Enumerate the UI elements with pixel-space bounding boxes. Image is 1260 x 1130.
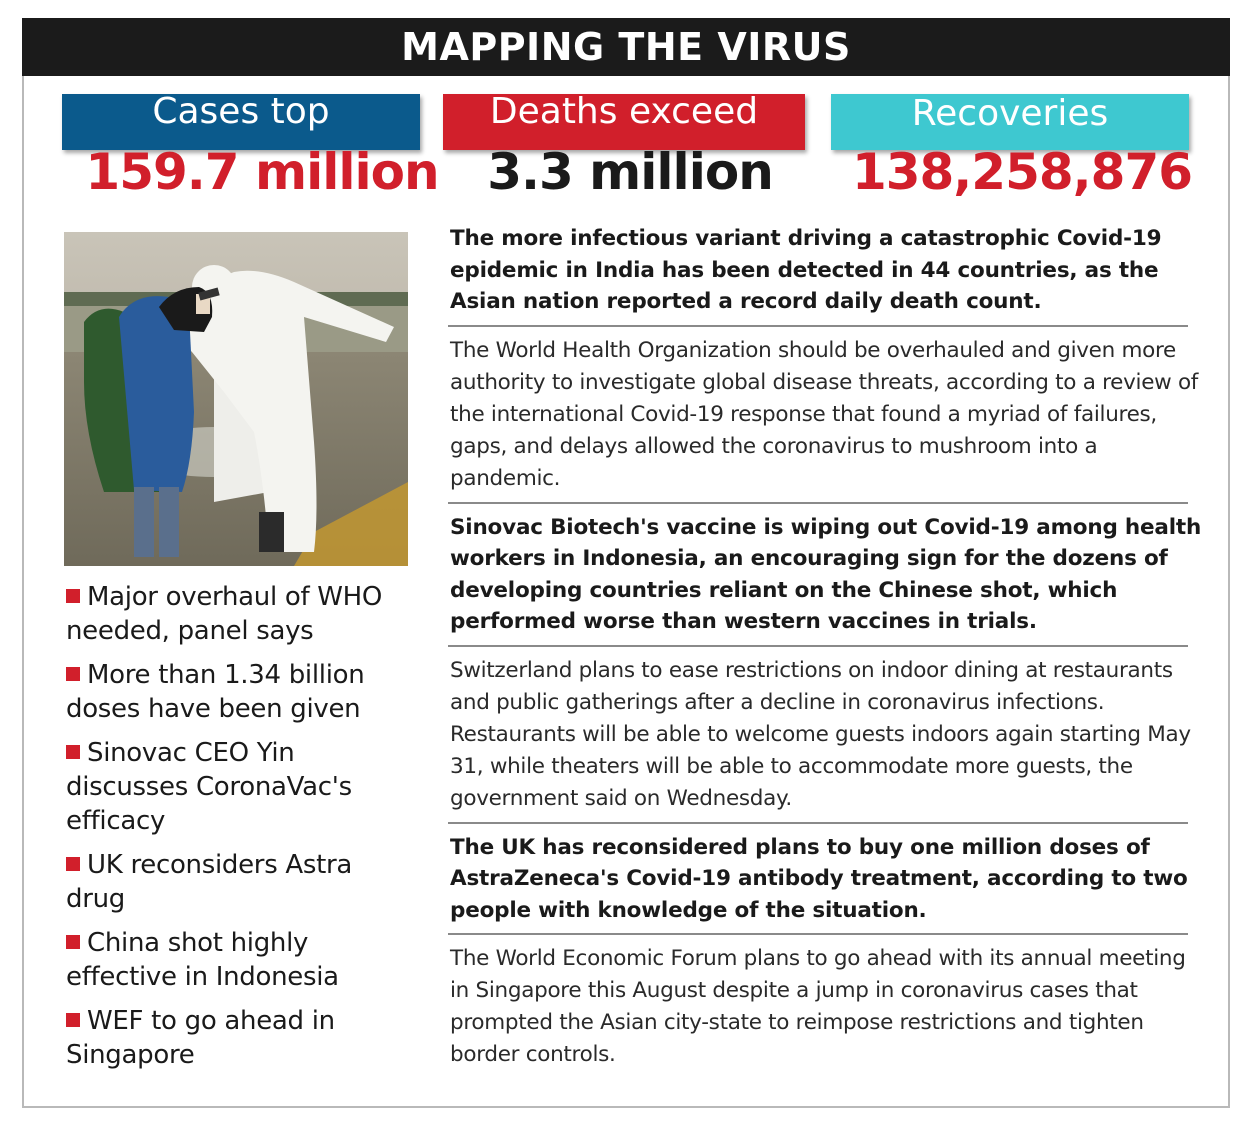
divider [448,502,1188,504]
bullet-item: China shot highly effective in Indonesia [66,928,339,992]
red-square-icon [66,589,80,603]
cases-label: Cases top [62,94,420,150]
divider [448,822,1188,824]
page-title: MAPPING THE VIRUS [22,18,1230,76]
red-square-icon [66,1013,80,1027]
deaths-value: 3.3 million [487,143,773,201]
temperature-check-illustration [64,232,408,566]
recoveries-label: Recoveries [831,94,1189,150]
divider [448,933,1188,935]
news-item: Switzerland plans to ease restrictions on indoor dining at restaurants and public gatherings after a decline in coronavirus infections. Restaurants will be able to welcome guests indoors again starting May 31, while theaters will be able to accommodate more guests, the government said on Wednesday. [450,657,1191,811]
red-square-icon [66,745,80,759]
news-item: Sinovac Biotech's vaccine is wiping out Covid-19 among health workers in Indonesia, an encouraging sign for the dozens of developing countries reliant on the Chinese shot, which performed worse than western vaccines in trials. [450,514,1202,634]
bullet-item: Sinovac CEO Yin discusses CoronaVac's efficacy [66,738,352,836]
bullet-item: Major overhaul of WHO needed, panel says [66,582,383,646]
news-item: The World Economic Forum plans to go ahead with its annual meeting in Singapore this August despite a jump in coronavirus cases that prompted the Asian city-state to reimpose restrictions and tighten border controls. [450,946,1186,1067]
bullet-item: More than 1.34 billion doses have been given [66,660,365,724]
news-item: The more infectious variant driving a catastrophic Covid-19 epidemic in India has been detected in 44 countries, as the Asian nation reported a record daily death count. [450,226,1162,314]
news-photo [64,232,408,566]
divider [448,645,1188,647]
headline-bullet-list [66,580,416,1082]
bullet-item: UK reconsiders Astra drug [66,850,353,914]
divider [448,325,1188,327]
deaths-label: Deaths exceed [443,94,805,150]
red-square-icon [66,857,80,871]
red-square-icon [66,667,80,681]
news-column [448,220,1208,1075]
cases-value: 159.7 million [85,143,439,201]
red-square-icon [66,935,80,949]
news-item: The World Health Organization should be overhauled and given more authority to investigate global disease threats, according to a review of the international Covid-19 response that found a myriad of failures, gaps, and delays allowed the coronavirus to mushroom into a pandemic. [450,337,1199,491]
bullet-item: WEF to go ahead in Singapore [66,1006,335,1070]
recoveries-value: 138,258,876 [851,143,1193,201]
news-item: The UK has reconsidered plans to buy one million doses of AstraZeneca's Covid-19 antibody treatment, according to two people with knowledge of the situation. [450,834,1188,923]
